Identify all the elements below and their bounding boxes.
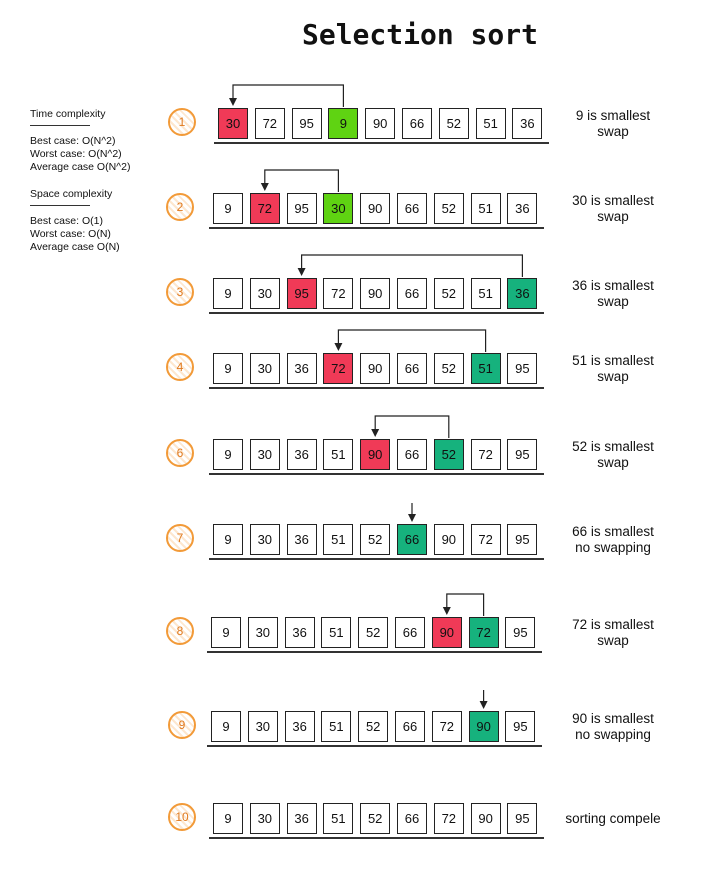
- array-cell: 36: [507, 193, 537, 224]
- array-cell: 72: [250, 193, 280, 224]
- array-cell: 36: [287, 439, 317, 470]
- array-cell: 36: [287, 803, 317, 834]
- array-cell: 30: [250, 524, 280, 555]
- space-average-case: Average case O(N): [30, 241, 120, 253]
- array-cell: 95: [505, 711, 535, 742]
- array-cell: 52: [358, 617, 388, 648]
- step-number-badge: 2: [166, 193, 194, 221]
- array-cell: 90: [365, 108, 395, 139]
- step-note: [543, 278, 683, 310]
- array-cell: 72: [471, 439, 501, 470]
- array-cell: 95: [507, 439, 537, 470]
- array-cell: 51: [321, 617, 351, 648]
- space-worst-case: Worst case: O(N): [30, 228, 111, 240]
- array-cell: 66: [397, 353, 427, 384]
- step-note: [543, 711, 683, 743]
- time-complexity-heading: Time complexity: [30, 108, 106, 120]
- step-number-badge: 10: [168, 803, 196, 831]
- note-action: swap: [597, 209, 629, 224]
- array-cell: 95: [292, 108, 322, 139]
- array-cell: 9: [213, 439, 243, 470]
- array-cell: 95: [507, 524, 537, 555]
- note-primary: 30 is smallest: [572, 193, 654, 208]
- step-row: [0, 105, 712, 175]
- array-cell: 51: [471, 278, 501, 309]
- array-cell: 52: [434, 278, 464, 309]
- array-cell: 30: [248, 617, 278, 648]
- array-cell: 30: [250, 353, 280, 384]
- array-cell: 66: [397, 193, 427, 224]
- arrowhead-icon: [298, 268, 306, 276]
- note-primary: 9 is smallest: [575, 108, 651, 123]
- step-row: [0, 614, 712, 684]
- array-cell: 30: [250, 439, 280, 470]
- array-cell: 52: [434, 193, 464, 224]
- note-action: swap: [597, 369, 629, 384]
- step-note: [543, 524, 683, 556]
- step-row: [0, 350, 712, 420]
- array-cell: 9: [211, 617, 241, 648]
- space-best-case: Best case: O(1): [30, 215, 103, 227]
- note-primary: sorting compele: [565, 811, 661, 826]
- step-note: [543, 617, 683, 649]
- array-cell: 52: [434, 353, 464, 384]
- array-cell: 90: [360, 353, 390, 384]
- array-cell: 72: [255, 108, 285, 139]
- step-note: [543, 193, 683, 225]
- array-cell: 9: [213, 353, 243, 384]
- step-number-badge: 1: [168, 108, 196, 136]
- step-row: [0, 190, 712, 260]
- step-row: [0, 436, 712, 506]
- array-cell: 9: [213, 524, 243, 555]
- step-note: [543, 353, 683, 385]
- note-action: swap: [597, 455, 629, 470]
- step-number-badge: 9: [168, 711, 196, 739]
- array-cell: 9: [328, 108, 358, 139]
- arrowhead-icon: [443, 607, 451, 615]
- time-best-case: Best case: O(N^2): [30, 135, 116, 147]
- step-note: [543, 439, 683, 471]
- step-row: [0, 521, 712, 591]
- array-cell: 9: [211, 711, 241, 742]
- array-cell: 36: [285, 617, 315, 648]
- array-cell: 72: [434, 803, 464, 834]
- step-number-badge: 4: [166, 353, 194, 381]
- note-action: swap: [597, 633, 629, 648]
- array-cell: 90: [432, 617, 462, 648]
- array-cell: 66: [402, 108, 432, 139]
- note-primary: 72 is smallest: [572, 617, 654, 632]
- swap-connector-line: [447, 594, 484, 616]
- array-cell: 30: [250, 278, 280, 309]
- array-cell: 9: [213, 278, 243, 309]
- arrowhead-icon: [408, 514, 416, 522]
- array-cell: 90: [360, 278, 390, 309]
- array-cell: 51: [323, 439, 353, 470]
- space-complexity-heading: Space complexity: [30, 188, 113, 200]
- array-cell: 72: [323, 353, 353, 384]
- array-cell: 51: [321, 711, 351, 742]
- array-cell: 51: [471, 193, 501, 224]
- step-note: [543, 811, 683, 827]
- array-cell: 9: [213, 193, 243, 224]
- time-worst-case: Worst case: O(N^2): [30, 148, 122, 160]
- step-note: [543, 108, 683, 140]
- step-number-badge: 8: [166, 617, 194, 645]
- array-cell: 30: [250, 803, 280, 834]
- array-cell: 72: [471, 524, 501, 555]
- array-cell: 52: [360, 524, 390, 555]
- arrowhead-icon: [334, 343, 342, 351]
- arrowhead-icon: [261, 183, 269, 191]
- array-cell: 90: [360, 439, 390, 470]
- array-cell: 90: [471, 803, 501, 834]
- array-cell: 52: [360, 803, 390, 834]
- arrowhead-icon: [229, 98, 237, 106]
- array-cell: 90: [469, 711, 499, 742]
- note-action: swap: [597, 294, 629, 309]
- array-cell: 72: [469, 617, 499, 648]
- note-primary: 52 is smallest: [572, 439, 654, 454]
- array-cell: 52: [434, 439, 464, 470]
- array-cell: 30: [248, 711, 278, 742]
- step-number-badge: 7: [166, 524, 194, 552]
- note-action: swap: [597, 124, 629, 139]
- array-cell: 66: [397, 278, 427, 309]
- array-cell: 95: [287, 193, 317, 224]
- array-cell: 36: [507, 278, 537, 309]
- array-cell: 51: [323, 803, 353, 834]
- array-cell: 51: [471, 353, 501, 384]
- step-number-badge: 6: [166, 439, 194, 467]
- array-cell: 95: [507, 803, 537, 834]
- note-primary: 90 is smallest: [572, 711, 654, 726]
- swap-connector-line: [233, 85, 343, 107]
- page-title: Selection sort: [301, 18, 538, 51]
- array-cell: 66: [397, 803, 427, 834]
- array-cell: 95: [287, 278, 317, 309]
- array-cell: 66: [395, 711, 425, 742]
- array-cell: 90: [360, 193, 390, 224]
- array-cell: 9: [213, 803, 243, 834]
- step-row: [0, 708, 712, 778]
- note-primary: 51 is smallest: [572, 353, 654, 368]
- array-cell: 36: [287, 353, 317, 384]
- array-cell: 36: [285, 711, 315, 742]
- array-cell: 90: [434, 524, 464, 555]
- array-cell: 36: [287, 524, 317, 555]
- array-cell: 36: [512, 108, 542, 139]
- note-primary: 66 is smallest: [572, 524, 654, 539]
- array-cell: 52: [439, 108, 469, 139]
- array-cell: 66: [397, 439, 427, 470]
- arrowhead-icon: [371, 429, 379, 437]
- step-row: [0, 275, 712, 345]
- note-action: no swapping: [575, 727, 651, 742]
- array-cell: 51: [323, 524, 353, 555]
- arrowhead-icon: [480, 701, 488, 709]
- array-cell: 52: [358, 711, 388, 742]
- array-cell: 51: [476, 108, 506, 139]
- array-cell: 30: [218, 108, 248, 139]
- note-primary: 36 is smallest: [572, 278, 654, 293]
- array-cell: 30: [323, 193, 353, 224]
- array-cell: 66: [395, 617, 425, 648]
- step-number-badge: 3: [166, 278, 194, 306]
- step-row: [0, 800, 712, 870]
- time-average-case: Average case O(N^2): [30, 161, 131, 173]
- array-cell: 72: [432, 711, 462, 742]
- array-cell: 95: [507, 353, 537, 384]
- note-action: no swapping: [575, 540, 651, 555]
- array-cell: 66: [397, 524, 427, 555]
- array-cell: 72: [323, 278, 353, 309]
- array-cell: 95: [505, 617, 535, 648]
